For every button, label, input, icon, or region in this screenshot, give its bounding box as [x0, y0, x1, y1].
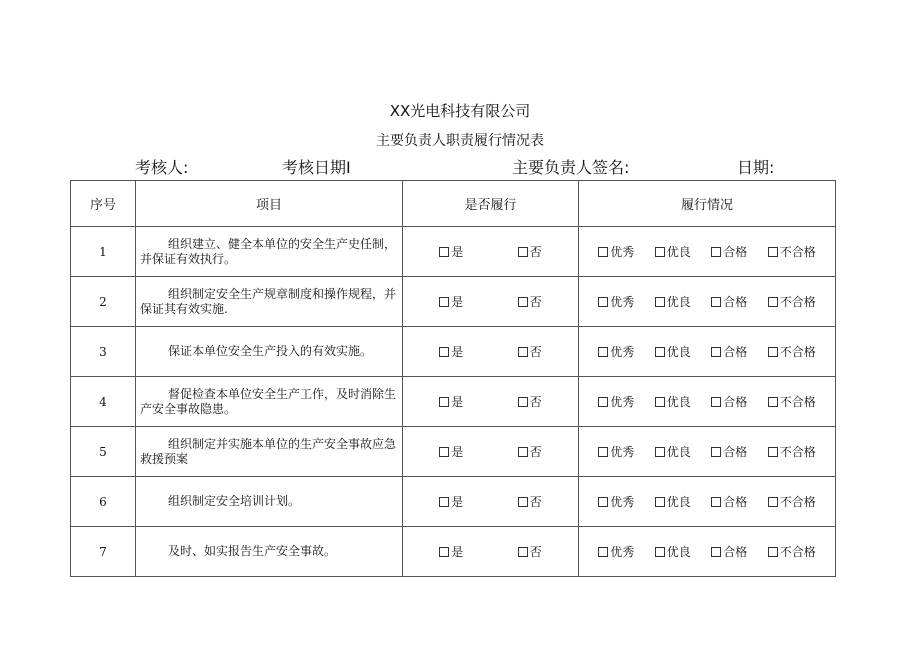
- option-label: 合格: [723, 295, 748, 309]
- performed-cell: [403, 327, 579, 377]
- checkbox-icon[interactable]: [518, 447, 528, 457]
- option-label: 优良: [666, 345, 691, 359]
- review-date-label: 考核日期I: [282, 158, 351, 177]
- option-label: 优秀: [610, 395, 635, 409]
- performed-option-yes[interactable]: [439, 393, 463, 410]
- option-label: 否: [529, 395, 542, 409]
- row-number: 4: [71, 377, 136, 427]
- date-label: 日期:: [737, 158, 775, 177]
- checkbox-icon[interactable]: [598, 497, 608, 507]
- table-row: [71, 527, 836, 577]
- table-row: [71, 427, 836, 477]
- performed-option-yes[interactable]: [439, 443, 463, 460]
- option-label: 合格: [723, 345, 748, 359]
- grade-option-fail[interactable]: [768, 443, 816, 460]
- checkbox-icon[interactable]: [439, 547, 449, 557]
- company-name: XX光电科技有限公司: [389, 102, 531, 120]
- row-number: 5: [71, 427, 136, 477]
- option-label: 合格: [723, 445, 748, 459]
- performed-cell: [403, 377, 579, 427]
- option-label: 不合格: [779, 295, 816, 309]
- option-label: 合格: [723, 545, 748, 559]
- checkbox-icon[interactable]: [768, 247, 778, 257]
- option-label: 否: [529, 295, 542, 309]
- option-label: 否: [529, 445, 542, 459]
- checkbox-icon[interactable]: [518, 397, 528, 407]
- option-label: 合格: [723, 395, 748, 409]
- status-cell: [579, 477, 836, 527]
- performed-option-yes[interactable]: [439, 543, 463, 560]
- performed-cell: [403, 227, 579, 277]
- checkbox-icon[interactable]: [768, 297, 778, 307]
- checkbox-icon[interactable]: [655, 247, 665, 257]
- status-cell: [579, 227, 836, 277]
- grade-option-good[interactable]: [655, 343, 691, 360]
- performed-option-no[interactable]: [518, 393, 542, 410]
- grade-option-excellent[interactable]: [598, 543, 634, 560]
- grade-option-fail[interactable]: [768, 393, 816, 410]
- option-label: 优良: [666, 445, 691, 459]
- option-label: 是: [451, 395, 464, 409]
- status-cell: [579, 277, 836, 327]
- option-label: 不合格: [779, 245, 816, 259]
- table-row: [71, 477, 836, 527]
- option-label: 优秀: [610, 295, 635, 309]
- option-label: 是: [451, 245, 464, 259]
- checkbox-icon[interactable]: [655, 297, 665, 307]
- performed-cell: [403, 427, 579, 477]
- performed-cell: [403, 277, 579, 327]
- option-label: 否: [529, 545, 542, 559]
- checkbox-icon[interactable]: [768, 347, 778, 357]
- checkbox-icon[interactable]: [711, 397, 721, 407]
- grade-option-pass[interactable]: [711, 543, 747, 560]
- grade-option-excellent[interactable]: [598, 343, 634, 360]
- performed-option-yes[interactable]: [439, 243, 463, 260]
- table-row: [71, 227, 836, 277]
- grade-option-excellent[interactable]: [598, 243, 634, 260]
- checkbox-icon[interactable]: [518, 497, 528, 507]
- option-label: 优良: [666, 395, 691, 409]
- grade-option-pass[interactable]: [711, 293, 747, 310]
- column-header-performed: 是否履行: [403, 181, 579, 227]
- grade-option-good[interactable]: [655, 493, 691, 510]
- checkbox-icon[interactable]: [768, 447, 778, 457]
- status-cell: [579, 377, 836, 427]
- checkbox-icon[interactable]: [655, 447, 665, 457]
- row-item-text: 督促检查本单位安全生产工作，及时消除生产安全事故隐患。: [136, 377, 403, 427]
- grade-option-excellent[interactable]: [598, 493, 634, 510]
- row-number: 7: [71, 527, 136, 577]
- performed-option-yes[interactable]: [439, 493, 463, 510]
- checkbox-icon[interactable]: [439, 347, 449, 357]
- option-label: 是: [451, 345, 464, 359]
- row-item-text: 组织建立、健全本单位的安全生产史任制，并保证有效执行。: [136, 227, 403, 277]
- performed-cell: [403, 527, 579, 577]
- performed-cell: [403, 477, 579, 527]
- grade-option-good[interactable]: [655, 243, 691, 260]
- checkbox-icon[interactable]: [655, 347, 665, 357]
- grade-option-excellent[interactable]: [598, 393, 634, 410]
- checkbox-icon[interactable]: [439, 297, 449, 307]
- option-label: 是: [451, 295, 464, 309]
- option-label: 是: [451, 445, 464, 459]
- form-title: 主要负责人职责履行情况表: [376, 133, 544, 149]
- checkbox-icon[interactable]: [711, 447, 721, 457]
- status-cell: [579, 427, 836, 477]
- checkbox-icon[interactable]: [655, 547, 665, 557]
- grade-option-pass[interactable]: [711, 393, 747, 410]
- checkbox-icon[interactable]: [518, 247, 528, 257]
- grade-option-fail[interactable]: [768, 343, 816, 360]
- checkbox-icon[interactable]: [711, 297, 721, 307]
- option-label: 优秀: [610, 495, 635, 509]
- row-item-text: 组织制定并实施本单位的生产安全事故应急救援预案: [136, 427, 403, 477]
- checkbox-icon[interactable]: [518, 297, 528, 307]
- checkbox-icon[interactable]: [711, 497, 721, 507]
- grade-option-fail[interactable]: [768, 493, 816, 510]
- performed-option-no[interactable]: [518, 343, 542, 360]
- option-label: 是: [451, 495, 464, 509]
- grade-option-pass[interactable]: [711, 243, 747, 260]
- checkbox-icon[interactable]: [768, 497, 778, 507]
- table-row: [71, 327, 836, 377]
- checkbox-icon[interactable]: [439, 397, 449, 407]
- checkbox-icon[interactable]: [439, 447, 449, 457]
- checkbox-icon[interactable]: [655, 397, 665, 407]
- checkbox-icon[interactable]: [711, 347, 721, 357]
- option-label: 优秀: [610, 345, 635, 359]
- checkbox-icon[interactable]: [598, 547, 608, 557]
- grade-option-excellent[interactable]: [598, 293, 634, 310]
- option-label: 优秀: [610, 245, 635, 259]
- performed-option-no[interactable]: [518, 243, 542, 260]
- reviewer-label: 考核人:: [135, 158, 189, 177]
- option-label: 优良: [666, 295, 691, 309]
- option-label: 合格: [723, 495, 748, 509]
- option-label: 不合格: [779, 345, 816, 359]
- grade-option-fail[interactable]: [768, 293, 816, 310]
- performed-option-no[interactable]: [518, 493, 542, 510]
- option-label: 合格: [723, 245, 748, 259]
- row-item-text: 组织制定安全培训计划。: [136, 477, 403, 527]
- option-label: 不合格: [779, 545, 816, 559]
- responsible-signature-label: 主要负责人签名:: [512, 158, 630, 177]
- column-header-no: 序号: [71, 181, 136, 227]
- row-number: 2: [71, 277, 136, 327]
- table-row: [71, 377, 836, 427]
- option-label: 优良: [666, 495, 691, 509]
- checkbox-icon[interactable]: [518, 347, 528, 357]
- performed-option-yes[interactable]: [439, 293, 463, 310]
- grade-option-fail[interactable]: [768, 543, 816, 560]
- checkbox-icon[interactable]: [439, 497, 449, 507]
- option-label: 优良: [666, 245, 691, 259]
- table-row: [71, 277, 836, 327]
- table-header-row: [71, 181, 836, 227]
- grade-option-pass[interactable]: [711, 443, 747, 460]
- row-item-text: 保证本单位安全生产投入的有效实施。: [136, 327, 403, 377]
- option-label: 优秀: [610, 445, 635, 459]
- option-label: 优秀: [610, 545, 635, 559]
- row-number: 6: [71, 477, 136, 527]
- grade-option-fail[interactable]: [768, 243, 816, 260]
- performance-table: [70, 180, 836, 577]
- checkbox-icon[interactable]: [711, 247, 721, 257]
- checkbox-icon[interactable]: [655, 497, 665, 507]
- status-cell: [579, 527, 836, 577]
- performed-option-no[interactable]: [518, 443, 542, 460]
- performed-option-no[interactable]: [518, 293, 542, 310]
- grade-option-good[interactable]: [655, 293, 691, 310]
- checkbox-icon[interactable]: [768, 547, 778, 557]
- row-item-text: 及时、如实报告生产安全事故。: [136, 527, 403, 577]
- option-label: 不合格: [779, 445, 816, 459]
- checkbox-icon[interactable]: [598, 397, 608, 407]
- row-item-text: 组织制定安全生产规章制度和操作规程，并保证其有效实施.: [136, 277, 403, 327]
- checkbox-icon[interactable]: [518, 547, 528, 557]
- option-label: 否: [529, 245, 542, 259]
- option-label: 是: [451, 545, 464, 559]
- option-label: 否: [529, 345, 542, 359]
- grade-option-good[interactable]: [655, 443, 691, 460]
- checkbox-icon[interactable]: [598, 297, 608, 307]
- performed-option-no[interactable]: [518, 543, 542, 560]
- option-label: 优良: [666, 545, 691, 559]
- grade-option-good[interactable]: [655, 543, 691, 560]
- checkbox-icon[interactable]: [598, 247, 608, 257]
- option-label: 不合格: [779, 495, 816, 509]
- column-header-item: 项目: [136, 181, 403, 227]
- row-number: 3: [71, 327, 136, 377]
- performed-option-yes[interactable]: [439, 343, 463, 360]
- grade-option-good[interactable]: [655, 393, 691, 410]
- row-number: 1: [71, 227, 136, 277]
- status-cell: [579, 327, 836, 377]
- grade-option-pass[interactable]: [711, 493, 747, 510]
- checkbox-icon[interactable]: [768, 397, 778, 407]
- option-label: 否: [529, 495, 542, 509]
- column-header-status: 履行情况: [579, 181, 836, 227]
- grade-option-excellent[interactable]: [598, 443, 634, 460]
- checkbox-icon[interactable]: [598, 447, 608, 457]
- checkbox-icon[interactable]: [439, 247, 449, 257]
- grade-option-pass[interactable]: [711, 343, 747, 360]
- option-label: 不合格: [779, 395, 816, 409]
- checkbox-icon[interactable]: [598, 347, 608, 357]
- checkbox-icon[interactable]: [711, 547, 721, 557]
